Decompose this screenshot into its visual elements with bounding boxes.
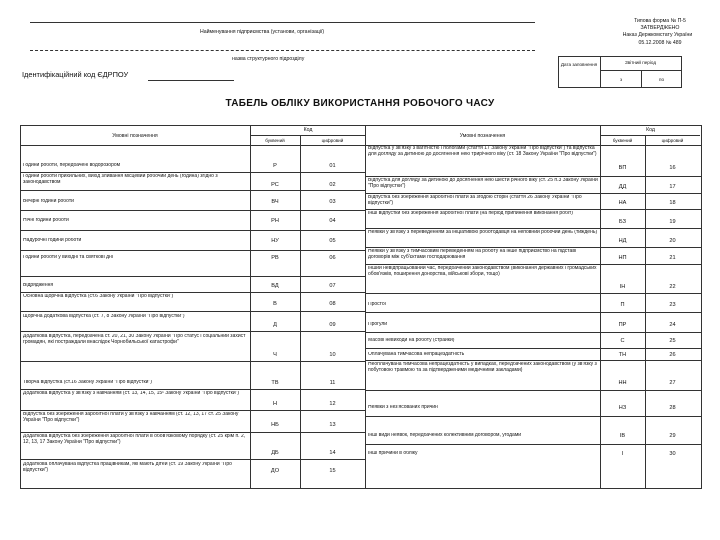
right-row-digit: 20 xyxy=(669,238,676,244)
left-row-letter: НУ xyxy=(271,238,279,244)
left-row-letter: НБ xyxy=(271,422,279,428)
right-legend-header: Умовні позначення xyxy=(459,133,506,139)
right-row-letter: НА xyxy=(618,200,627,206)
right-row-letter: ПР xyxy=(618,322,627,328)
left-row-digit: 12 xyxy=(329,401,336,407)
left-row-letter: РС xyxy=(271,182,279,188)
left-row-letter: ВЧ xyxy=(271,199,279,205)
right-row-text: Прогули xyxy=(368,322,388,327)
right-row-digit: 28 xyxy=(669,405,676,411)
order-date: 05.12.2008 № 489 xyxy=(638,40,682,46)
left-row-text: Додаткова відпустка, передбачена ст. 20, 21, 30 Закону України "Про статус і соціальний захист громадян, які постраждали внаслідок Чорнобильської катастрофи" xyxy=(23,334,246,345)
period-label: Звітний період xyxy=(624,60,657,65)
left-row-text: Години роботи у вихідні та святкові дні xyxy=(23,255,113,260)
left-row-digit: 10 xyxy=(329,352,336,358)
left-row-text: Надурочні години роботи xyxy=(23,238,82,243)
right-row-digit: 19 xyxy=(669,219,676,225)
right-row-letter: НЗ xyxy=(618,405,627,411)
date-label: Дата заповнення xyxy=(560,62,598,67)
left-row-text: Творча відпустка (ст.16 Закону України "Про відпустки") xyxy=(23,380,152,385)
unit-line xyxy=(30,50,535,51)
right-row-digit: 24 xyxy=(669,322,676,328)
right-row-text: Масові невиходи на роботу (страйки) xyxy=(368,338,455,343)
left-row-text: Додаткова відпустка без збереження заробітної плати в обов'язковому порядку (ст. 25 крім п. 2, 12, 13, 17 Закону України "Про відпустки") xyxy=(23,434,246,445)
left-row-letter: ДО xyxy=(270,468,280,474)
left-row-digit: 06 xyxy=(329,255,336,261)
left-row-letter: ВД xyxy=(271,283,279,289)
left-row-letter: РВ xyxy=(271,255,279,261)
left-row-digit: 04 xyxy=(329,218,336,224)
left-row-digit: 09 xyxy=(329,322,336,328)
left-row-letter: Д xyxy=(273,322,277,328)
right-row-text: Оплачувана тимчасова непрацездатність xyxy=(368,352,465,357)
left-row-digit: 15 xyxy=(329,468,336,474)
left-row-digit: 02 xyxy=(329,182,336,188)
right-row-digit: 30 xyxy=(669,451,676,457)
left-row-text: Щорічна додаткова відпустка (ст. 7, 8 Закону України "Про відпустки") xyxy=(23,314,185,319)
right-row-text: Інші причини в обліку xyxy=(368,451,418,456)
right-row-digit: 29 xyxy=(669,433,676,439)
org-line xyxy=(30,22,535,23)
right-row-digit: 25 xyxy=(669,338,676,344)
right-row-letter: ДД xyxy=(618,184,627,190)
left-letter-header: буквений xyxy=(265,138,285,143)
right-letter-header: буквений xyxy=(612,138,633,143)
right-row-digit: 22 xyxy=(669,284,676,290)
unit-caption: назва структурного підрозділу xyxy=(232,56,305,62)
left-row-text: Години роботи прихильних, вихід зливання місцевий робочий день (година) згідно з законодавством xyxy=(23,174,218,185)
right-row-digit: 23 xyxy=(669,302,676,308)
right-row-text: Відпустка для догляду за дитиною до досягнення нею шести річного віку (ст. 25 п.3 Закону України "Про відпустки") xyxy=(368,178,598,189)
right-row-digit: 18 xyxy=(669,200,676,206)
edrpou-line xyxy=(148,80,234,81)
right-row-letter: ІВ xyxy=(619,433,626,439)
left-row-digit: 07 xyxy=(329,283,336,289)
right-row-text: Інший невідпрацьований час, передбачений законодавством (виконання державних і громадських обов'язків, поширення донорства, військові збори, тощо) xyxy=(368,266,597,277)
left-row-letter: РН xyxy=(271,218,279,224)
right-row-digit: 26 xyxy=(669,352,676,358)
right-row-text: Неявки у зв'язку з переведенням за ініціативою роботодавця на неповний робочий день (тиждень) xyxy=(368,230,598,235)
right-row-digit: 27 xyxy=(669,380,676,386)
left-row-digit: 01 xyxy=(329,163,336,169)
left-row-digit: 14 xyxy=(329,450,336,456)
left-row-letter: ТВ xyxy=(271,380,279,386)
left-row-digit: 11 xyxy=(329,380,336,386)
period-from: з xyxy=(619,77,623,82)
right-row-digit: 21 xyxy=(669,255,676,261)
left-row-text: Нічні години роботи xyxy=(23,218,69,223)
right-row-letter: НП xyxy=(618,255,627,261)
left-row-text: Відрядження xyxy=(23,283,54,288)
right-row-letter: НД xyxy=(618,238,627,244)
right-digit-header: цифровий xyxy=(661,138,684,143)
right-row-text: Неявки у зв'язку з тимчасовим переведенням на роботу на інше підприємство на підставі договорів між суб'єктами господарювання xyxy=(368,249,577,260)
left-row-letter: В xyxy=(273,301,277,307)
right-row-letter: НН xyxy=(618,380,627,386)
right-row-text: Простої xyxy=(368,302,387,307)
approved-label: ЗАТВЕРДЖЕНО xyxy=(640,25,680,31)
left-row-digit: 05 xyxy=(329,238,336,244)
org-caption: Найменування підприємства (установи, організації) xyxy=(200,29,325,35)
edrpou-label: Ідентифікаційний код ЄДРПОУ xyxy=(22,70,129,79)
right-row-letter: ІН xyxy=(619,284,626,290)
right-row-digit: 17 xyxy=(669,184,676,190)
left-row-letter: ДБ xyxy=(271,450,279,456)
left-row-letter: Р xyxy=(273,163,277,169)
left-row-text: Додаткова оплачувана відпустка працівникам, які мають дітей (ст. 19 Закону України "Про відпустки") xyxy=(23,462,232,473)
right-row-letter: П xyxy=(620,302,625,308)
right-row-letter: ТН xyxy=(618,352,627,358)
order-label: Наказ Держкомстату України xyxy=(622,32,693,38)
form-title: Типова форма № П-5 xyxy=(634,18,686,24)
left-legend-header: Умовні позначення xyxy=(112,133,158,139)
left-code-header: Код xyxy=(303,127,313,133)
right-row-letter: ВП xyxy=(618,165,627,171)
left-row-letter: Н xyxy=(272,401,278,407)
left-row-letter: Ч xyxy=(273,352,277,358)
left-row-text: Години роботи, передбачені водорозором xyxy=(23,163,121,168)
left-row-text: Вечірні години роботи xyxy=(23,199,74,204)
left-row-text: Відпустка без збереження заробітної плати у зв'язку з навчанням (ст. 12, 13, 17 ст. 25 Закону України "Про відпустки") xyxy=(23,412,239,423)
left-digit-header: цифровий xyxy=(321,138,344,143)
left-row-text: Основна щорічна відпустка (ст.6 Закону України "Про відпустки") xyxy=(23,294,174,299)
right-row-text: Інші відпустки без збереження заробітної плати (на період припинення виконання робіт) xyxy=(368,211,573,216)
right-row-text: Відпустка без збереження заробітної плати за згодою сторін (стаття 26 Закону України "Про відпустки") xyxy=(368,195,582,206)
right-row-text: Відпустка у зв'язку з вагітністю і пологами (стаття 17 Закону України "Про відпустки") та відпустка для догляду за дитиною до досягнення нею трирічного віку (ст. 18 Закону України "Про відпустки") xyxy=(368,146,597,157)
left-row-text: Додаткова відпустка у зв'язку з навчанням (ст. 13, 14, 15, 15¹ Закону України "Про відпустки") xyxy=(23,391,240,396)
period-to: по xyxy=(658,77,665,82)
right-row-text: Неоплачувана тимчасова непрацездатність у випадках, передбачених законодавством (у зв'язку з побутовою травмою та за підтвердженими медичними закладами) xyxy=(368,362,597,373)
left-row-digit: 03 xyxy=(329,199,336,205)
right-row-text: Неявки з нез'ясованих причин xyxy=(368,405,438,410)
left-row-digit: 13 xyxy=(329,422,336,428)
right-row-letter: С xyxy=(620,338,625,344)
right-row-digit: 16 xyxy=(669,165,676,171)
right-row-letter: БЗ xyxy=(619,219,626,225)
doc-title: ТАБЕЛЬ ОБЛІКУ ВИКОРИСТАННЯ РОБОЧОГО ЧАСУ xyxy=(225,98,495,109)
right-code-header: Код xyxy=(646,127,655,133)
left-row-digit: 08 xyxy=(329,301,336,307)
right-row-letter: І xyxy=(621,451,624,457)
right-row-text: Інші види неявок, передбачених колективним договором, угодами xyxy=(368,433,522,438)
